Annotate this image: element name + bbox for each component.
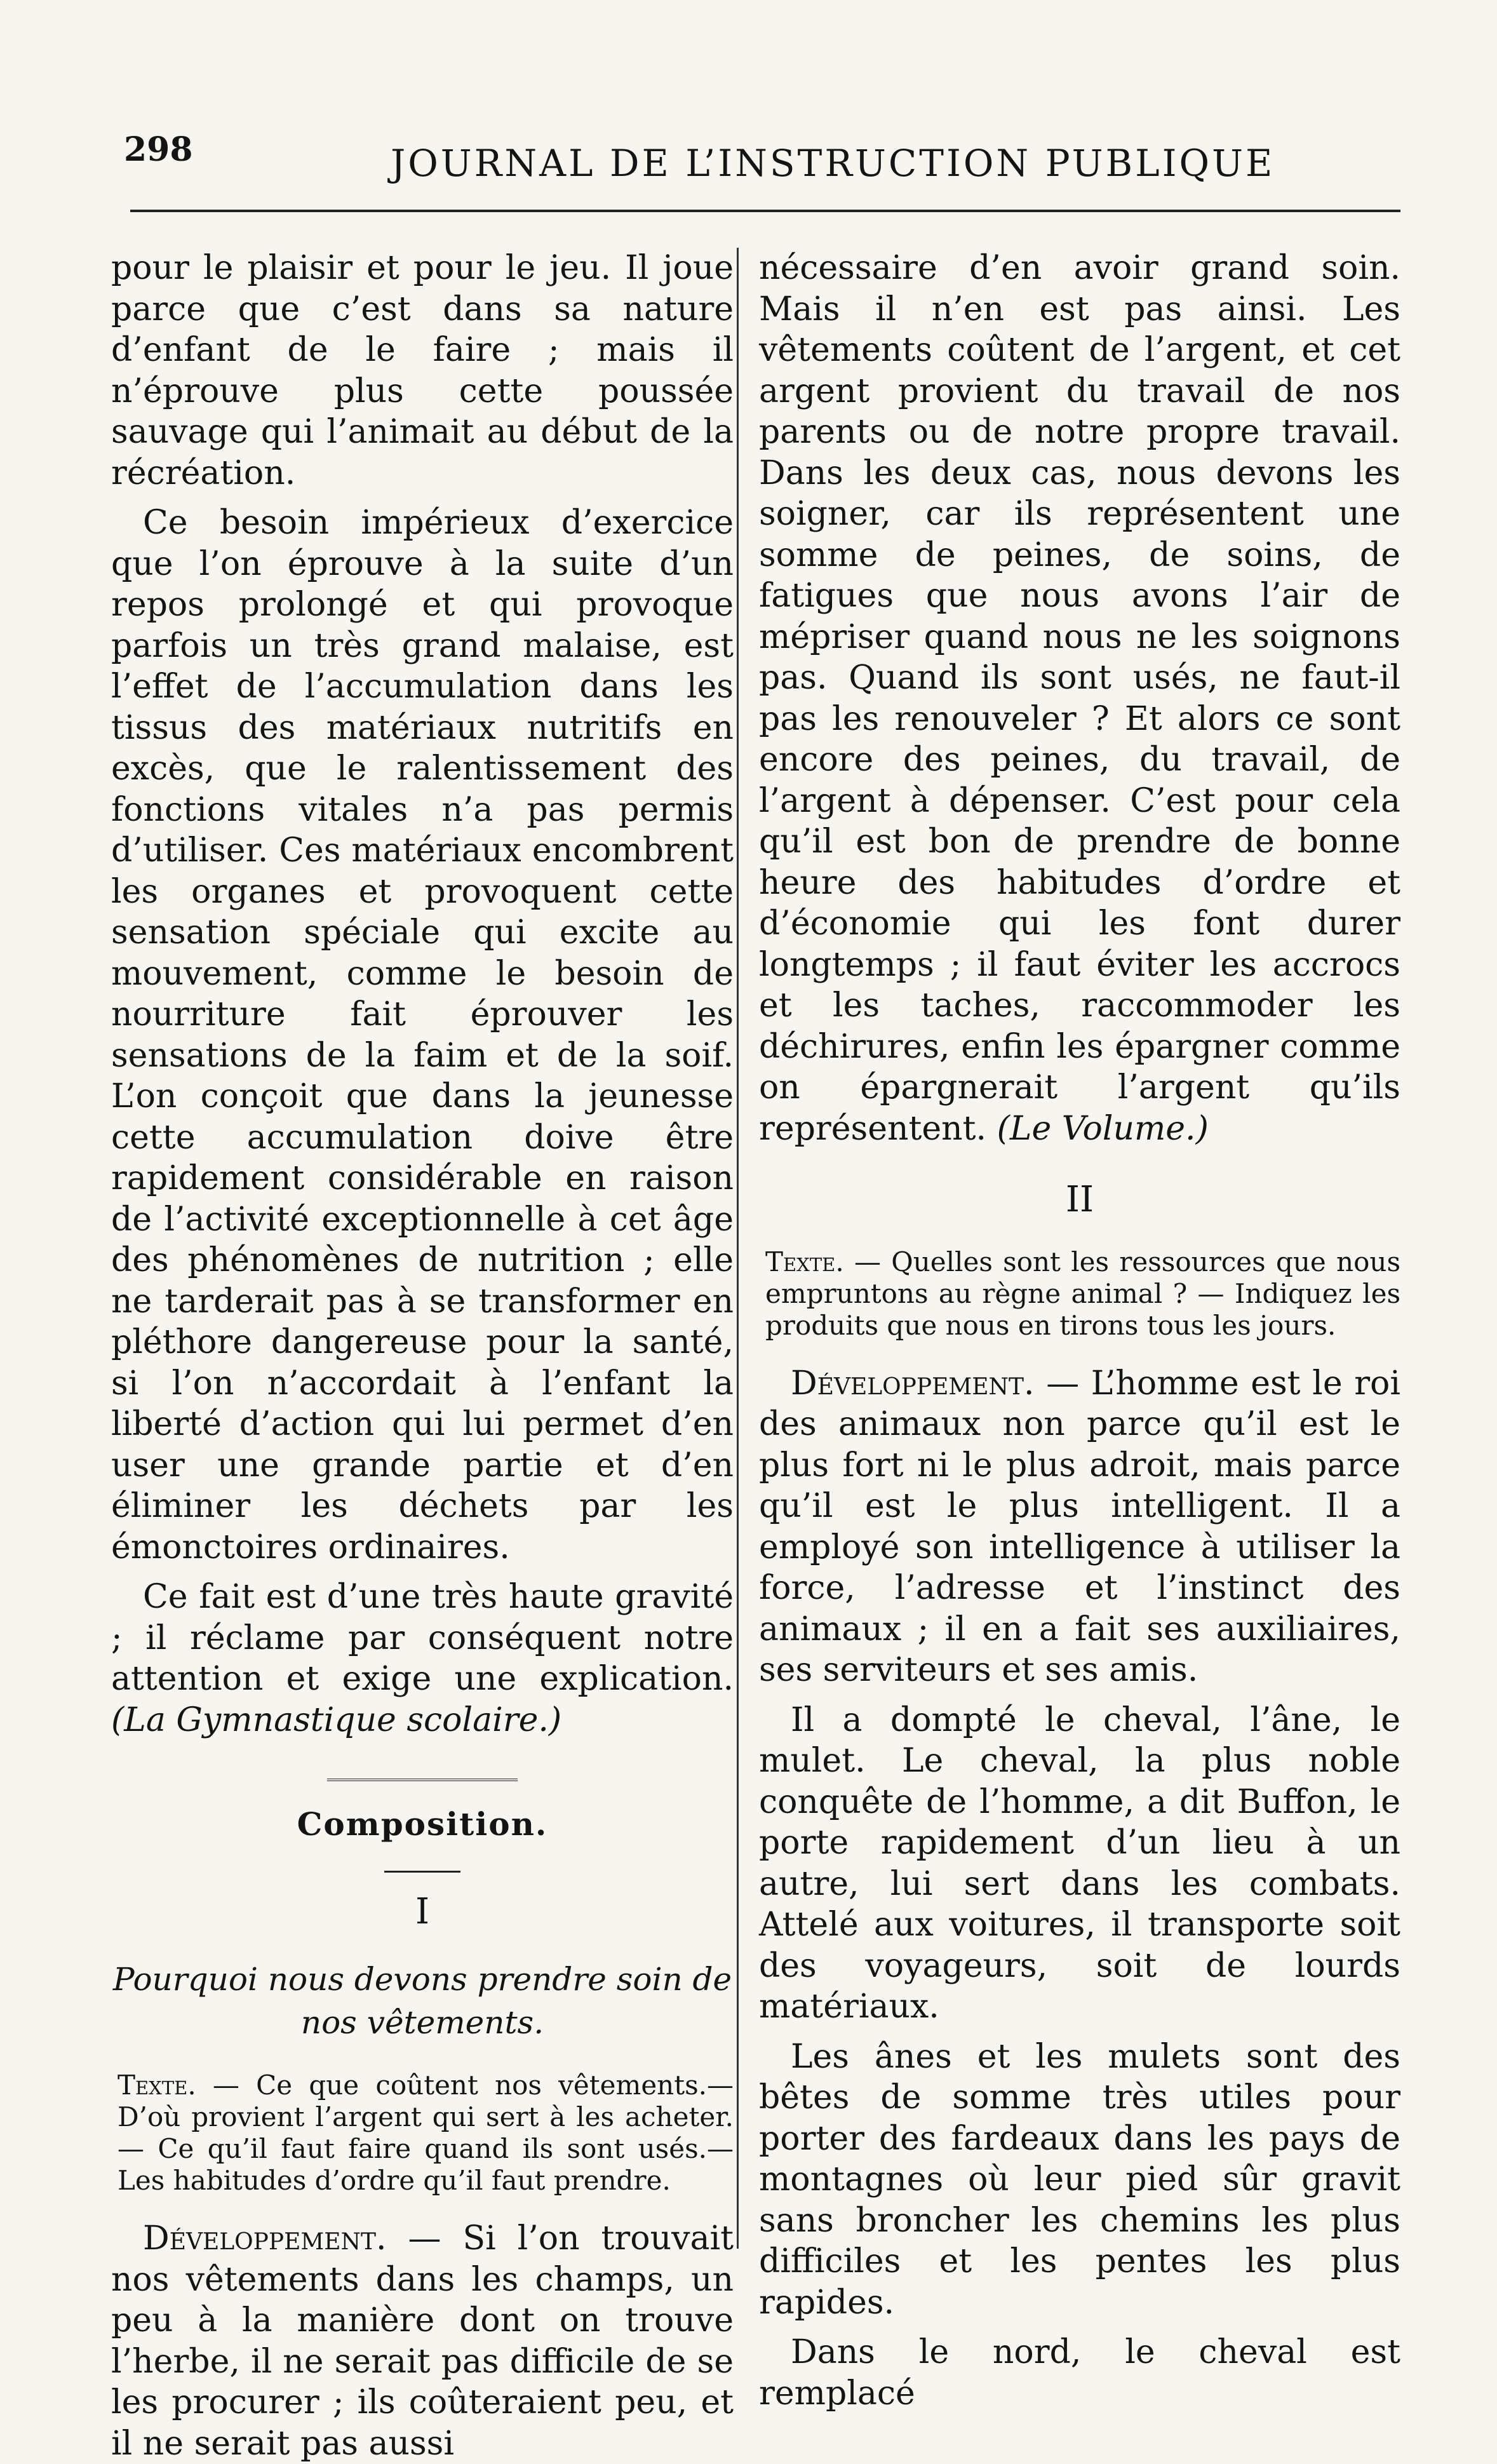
- composition-subtitle: Pourquoi nous devons prendre soin de nos vêtements.: [112, 1961, 732, 2041]
- right-column: [759, 248, 1400, 2414]
- right-paragraph-5: Dans le nord, le cheval est remplacé: [759, 2333, 1400, 2413]
- right-paragraph-1: [759, 248, 1400, 1149]
- short-rule: [384, 1871, 460, 1873]
- developpement-body: — L’homme est le roi des animaux non parce qu’il est le plus fort ni le plus adroit, mais parce qu’il est le plus intelligent. Il a employé son intelligence à utiliser la force, l’adresse et l’instinct des animaux ; il en a fait ses auxiliaires, ses serviteurs et ses amis.: [759, 1364, 1400, 1689]
- right-paragraph-4: Les ânes et les mulets sont des bêtes de somme très utiles pour porter des fardeaux dans les pays de montagnes où leur pied sûr gravit sans broncher les chemins les plus difficiles et les pentes les plus rapides.: [759, 2037, 1400, 2322]
- developpement-label: Développement.: [791, 1364, 1035, 1403]
- page-header: [124, 130, 1407, 187]
- right-paragraph-3: Il a dompté le cheval, l’âne, le mulet. Le cheval, la plus noble conquête de l’homme, a dit Buffon, le porte rapidement d’un lieu à un autre, lui sert dans les combats. Attelé aux voitures, il transporte soit des voyageurs, soit de lourds matériaux.: [759, 1700, 1400, 2026]
- texte-label: Texte.: [117, 2070, 196, 2101]
- texte-body: — Ce que coûtent nos vêtements.— D’où provient l’argent qui sert à les acheter.— Ce qu’il faut faire quand ils sont usés.—Les habitudes d’ordre qu’il faut prendre.: [117, 2070, 734, 2196]
- left-paragraph-3-text: Ce fait est d’une très haute gravité ; il réclame par conséquent notre attention et exige une explication.: [111, 1578, 734, 1698]
- journal-title: JOURNAL DE L’INSTRUCTION PUBLIQUE: [391, 142, 1275, 185]
- right-paragraph-1-source: (Le Volume.): [997, 1109, 1209, 1148]
- left-column: [111, 248, 734, 2464]
- left-paragraph-2: Ce besoin impérieux d’exercice que l’on éprouve à la suite d’un repos prolongé et qui provoque parfois un très grand malaise, est l’effet de l’accumulation dans les tissus des matériaux nutritifs en excès, que le ralentissement des fonctions vitales n’a pas permis d’utiliser. Ces matériaux encombrent les organes et provoquent cette sensation spéciale qui excite au mouvement, comme le besoin de nourriture fait éprouver les sensations de la faim et de la soif. L’on conçoit que dans la jeunesse cette accumulation doive être rapidement considérable en raison de l’activité exceptionnelle à cet âge des phénomènes de nutrition ; elle ne tarderait pas à se transformer en pléthore dangereuse pour la santé, si l’on n’accordait à l’enfant la liberté d’action qui lui permet d’en user une grande partie et d’en éliminer les déchets par les émonctoires ordinaires.: [111, 504, 734, 1566]
- developpement-2: [759, 1363, 1400, 1691]
- developpement-body: — Si l’on trouvait nos vêtements dans les champs, un peu à la manière dont on trouve l’herbe, il ne serait pas difficile de se les procurer ; ils coûteraient peu, et il ne serait pas aussi: [111, 2219, 734, 2463]
- right-paragraph-1-text: nécessaire d’en avoir grand soin. Mais il n’en est pas ainsi. Les vêtements coûtent de l’argent, et cet argent provient du travail de nos parents ou de notre propre travail. Dans les deux cas, nous devons les soigner, car ils représentent une somme de peines, de soins, de fatigues que nous avons l’air de mépriser quand nous ne les soignons pas. Quand ils sont usés, ne faut-il pas les renouveler ? Et alors ce sont encore des peines, du travail, de l’argent à dépenser. C’est pour cela qu’il est bon de prendre de bonne heure des habitudes d’ordre et d’économie qui les font durer longtemps ; il faut éviter les accrocs et les taches, raccommoder les déchirures, enfin les épargner comme on épargnerait l’argent qu’ils représentent.: [759, 249, 1400, 1148]
- column-divider: [737, 248, 739, 2249]
- section-title: Composition.: [297, 1805, 548, 1843]
- left-paragraph-3: [111, 1577, 734, 1740]
- header-rule: [130, 210, 1400, 212]
- texte-prompt-1: [111, 2070, 734, 2197]
- developpement-1: [111, 2218, 734, 2464]
- left-paragraph-1: pour le plaisir et pour le jeu. Il joue parce que c’est dans sa nature d’enfant de le faire ; mais il n’éprouve plus cette poussée sauvage qui l’animait au début de la récréation.: [111, 249, 734, 492]
- left-paragraph-3-source: (La Gymnastique scolaire.): [111, 1700, 562, 1739]
- section-numeral-2: II: [1065, 1179, 1094, 1220]
- section-ornament: [327, 1779, 518, 1785]
- texte-prompt-2: [759, 1246, 1400, 1342]
- developpement-label: Développement.: [143, 2219, 387, 2258]
- section-numeral-1: I: [415, 1890, 430, 1932]
- page-number: 298: [124, 130, 193, 169]
- texte-label: Texte.: [765, 1246, 844, 1277]
- texte-body: — Quelles sont les ressources que nous empruntons au règne animal ? — Indiquez les produits que nous en tirons tous les jours.: [765, 1246, 1400, 1341]
